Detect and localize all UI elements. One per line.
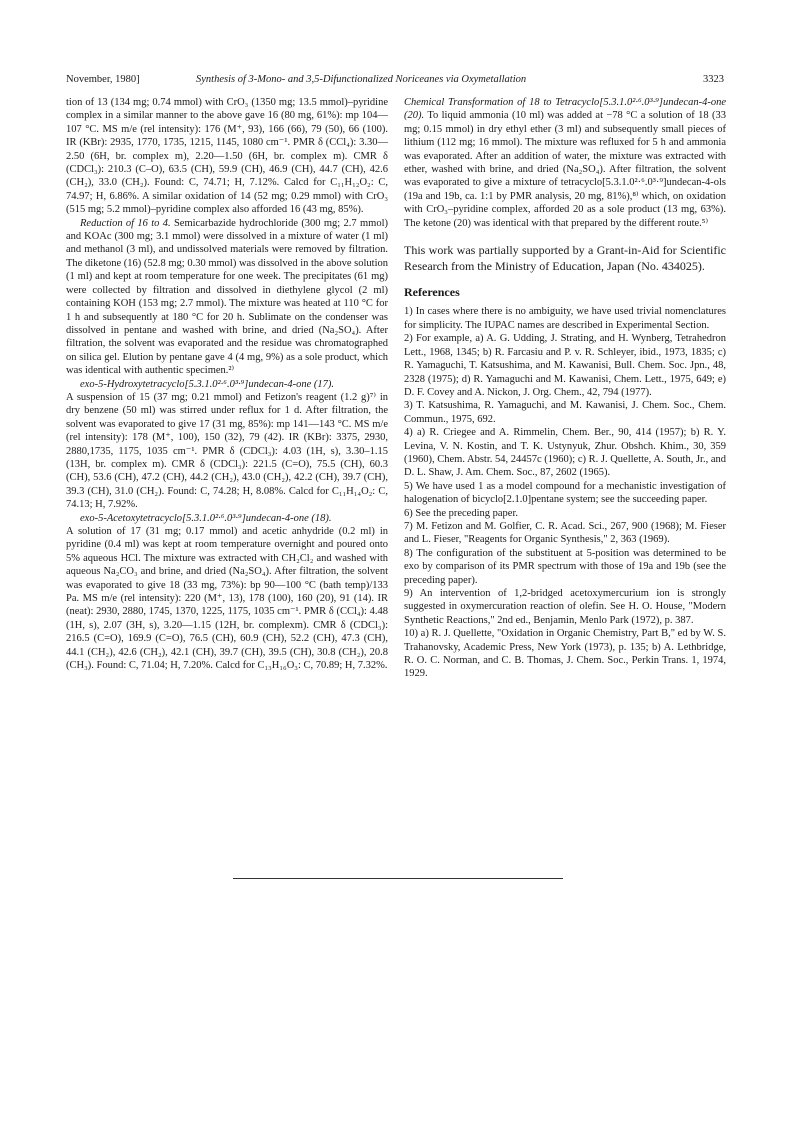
page-number: 3323	[703, 74, 724, 85]
subheading-transformation: Chemical Transformation of 18 to Tetracyclo[5.3.1.0²·⁶.0³·⁹]undecan-4-one (20).	[404, 97, 726, 122]
footer-rule	[233, 878, 563, 879]
left-column	[66, 96, 388, 672]
header-date: November, 1980]	[66, 74, 140, 85]
acknowledgement: This work was partially supported by a Grant-in-Aid for Scientific Research from the Ministry of Education, Japan (No. 434025).	[404, 243, 726, 274]
reference-item: 1) In cases where there is no ambiguity, we have used trivial nomenclatures for simplicity. The IUPAC names are described in Experimental Section.	[404, 306, 726, 331]
reference-item: 9) An intervention of 1,2-bridged acetoxymercurium ion is strongly suggested in oxymercuration reaction of olefin. See H. O. House, "Modern Synthetic Reactions," 2nd ed., Benjamin, Menlo Park (1972), p. 387.	[404, 588, 726, 626]
paragraph-transformation	[404, 96, 726, 230]
paragraph-reduction	[66, 217, 388, 378]
body-transformation: To liquid ammonia (10 ml) was added at −78 °C a solution of 18 (33 mg; 0.15 mmol) in dry ethyl ether (3 ml) and subsequently small pieces of lithium (112 mg; 16 mmol). The mixture was refluxed for 5 h and ammonia was evaporated. After an addition of water, the mixture was extracted with ether, washed with brine, and dried (Na₂SO₄). After filtration, the solvent was evaporated to give a mixture of tetracyclo[5.3.1.0²·⁶.0³·⁹]undecan-4-ols (19a and 19b, ca. 1:1 by PMR analysis, 20 mg, 81%),⁸⁾ which, on oxidation with CrO₃–pyridine complex, afforded 20 as a sole product (13 mg, 63%). The ketone (20) was identical with that prepared by the different route.⁵⁾	[404, 110, 726, 229]
reference-item: 3) T. Katsushima, R. Yamaguchi, and M. Kawanisi, J. Chem. Soc., Chem. Commun., 1975, 692.	[404, 400, 726, 425]
running-header	[66, 73, 724, 87]
reference-item: 10) a) R. J. Quellette, "Oxidation in Organic Chemistry, Part B," ed by W. S. Trahanovsky, Academic Press, New York (1973), p. 135; b) A. Lethbridge, R. O. C. Norman, and C. B. Thomas, J. Chem. Soc., Perkin Trans. 1, 1974, 1929.	[404, 628, 726, 680]
subheading-17-text: exo-5-Hydroxytetracyclo[5.3.1.0²·⁶.0³·⁹]undecan-4-one (17).	[80, 378, 335, 390]
reference-item: 6) See the preceding paper.	[404, 507, 518, 519]
subheading-compound-17	[66, 378, 388, 391]
reference-item: 4) a) R. Criegee and A. Rimmelin, Chem. Ber., 90, 414 (1957); b) R. Y. Levina, V. N. Kostin, and T. K. Ustynyuk, Zhur. Obshch. Khim., 30, 359 (1960), Chem. Abstr. 54, 24457c (1960); c) R. J. Quellette, A. South, Jr., and D. L. Shaw, J. Am. Chem. Soc., 87, 2602 (1965).	[404, 427, 726, 479]
subheading-compound-18	[66, 512, 388, 525]
right-column	[404, 96, 726, 681]
body-reduction: Semicarbazide hydrochloride (300 mg; 2.7 mmol) and KOAc (300 mg; 3.1 mmol) were dissolved in a mixture of water (1 ml) and methanol (3 ml), and undissolved materials were removed by filtration. The diketone (16) (52.8 mg; 0.30 mmol) was dissolved in the above solution (1 ml) and kept at room temperature for one week. The precipitates (61 mg) were collected by filtration and dissolved in diethylene glycol (2 ml) containing KOH (153 mg; 2.7 mmol). The mixture was heated at 110 °C for 1 h and subsequently at 180 °C for 20 h. Sublimate on the condenser was dissolved in pentane and washed with brine, and dried (Na₂SO₄). After filtration, the solvent was evaporated and the residue was chromatographed on silica gel. Elution by pentane gave 4 (4 mg, 9%) as a sole product, which was identical with authentic specimen.²⁾	[66, 217, 389, 377]
paragraph-compound-18: A solution of 17 (31 mg; 0.17 mmol) and acetic anhydride (0.2 ml) in pyridine (0.4 ml) was kept at room temperature overnight and poured onto 5% aqueous HCl. The mixture was extracted with CH₂Cl₂ and washed with aqueous Na₂CO₃ and brine, and dried (Na₂SO₄). After filtration, the solvent was evaporated to give 18 (33 mg, 73%): bp 90—100 °C (bath temp)/133 Pa. MS m/e (rel intensity): 220 (M⁺, 13), 178 (100), 160 (20), 91 (14). IR (neat): 2930, 2880, 1745, 1370, 1225, 1175, 1035 cm⁻¹. PMR δ (CCl₄): 4.48 (1H, s), 2.07 (3H, s), 3.20—1.15 (12H, br. complexm). CMR δ (CDCl₃): 216.5 (C=O), 169.9 (C=O), 76.5 (CH), 60.9 (CH), 52.2 (CH), 47.3 (CH), 44.1 (CH₂), 42.6 (CH₂), 42.1 (CH), 39.7 (CH), 39.5 (CH), 30.8 (CH₂), 20.8 (CH₃). Found: C, 71.04; H, 7.20%. Calcd for C₁₃H₁₆O₃: C, 70.89; H, 7.32%.	[66, 526, 388, 672]
subheading-reduction: Reduction of 16 to 4.	[80, 217, 171, 229]
reference-item: 2) For example, a) A. G. Udding, J. Strating, and H. Wynberg, Tetrahedron Lett., 1968, 1345; b) R. Farcasiu and P. v. R. Schleyer, ibid., 1973, 1835; c) R. Yamaguchi, T. Katsushima, and M. Kawanisi, Bull. Chem. Soc. Jpn., 48, 2328 (1975); d) R. Yamaguchi and M. Kawanisi, Chem. Lett., 1975, 649; e) D. F. Covey and A. Nickon, J. Org. Chem., 42, 794 (1977).	[404, 333, 726, 398]
reference-item: 7) M. Fetizon and M. Golfier, C. R. Acad. Sci., 267, 900 (1968); M. Fieser and L. Fieser, "Reagents for Organic Synthesis," 2, 363 (1969).	[404, 520, 726, 546]
subheading-18-text: exo-5-Acetoxytetracyclo[5.3.1.0²·⁶.0³·⁹]undecan-4-one (18).	[80, 512, 332, 524]
paragraph-oxidation-13: tion of 13 (134 mg; 0.74 mmol) with CrO₃ (1350 mg; 13.5 mmol)–pyridine complex in a similar manner to the above gave 16 (80 mg, 61%): mp 104—107 °C. MS m/e (rel intensity): 176 (M⁺, 93), 166 (66), 79 (50), 66 (100). IR (KBr): 2935, 1770, 1735, 1215, 1145, 1080 cm⁻¹. PMR δ (CCl₄): 3.30—2.50 (6H, br. complex m), 2.20—1.50 (6H, br. complex m). CMR δ (CDCl₃): 210.3 (C–O), 63.5 (CH), 59.9 (CH), 46.9 (CH), 44.7 (CH), 42.6 (CH₂), 33.0 (CH₂). Found: C, 74.71; H, 7.12%. Calcd for C₁₁H₁₂O₂: C, 74.97; H, 6.86%. A similar oxidation of 14 (52 mg; 0.29 mmol) with CrO₃ (515 mg; 5.2 mmol)–pyridine complex also afforded 16 (43 mg, 85%).	[66, 97, 388, 216]
reference-item: 8) The configuration of the substituent at 5-position was determined to be exo by comparison of its PMR spectrum with those of 19a and 19b (see the preceding paper).	[404, 547, 726, 586]
reference-item: 5) We have used 1 as a model compound for a mechanistic investigation of halogenation of bicyclo[2.1.0]pentane system; see the succeeding paper.	[404, 480, 726, 506]
paragraph-compound-17: A suspension of 15 (37 mg; 0.21 mmol) and Fetizon's reagent (1.2 g)⁷⁾ in dry benzene (50 ml) was stirred under reflux for 1 d. After filtration, the solvent was evaporated to give 17 (31 mg, 85%): mp 141—143 °C. MS m/e (rel intensity): 178 (M⁺, 100), 150 (32), 79 (42). IR (KBr): 3375, 2930, 2880,1735, 1175, 1035 cm⁻¹. PMR δ (CDCl₃): 4.03 (1H, s), 3.30–1.15 (13H, br. complex m). CMR δ (CDCl₃): 221.5 (C=O), 75.5 (CH), 60.3 (CH), 53.6 (CH), 47.2 (CH), 44.2 (CH₂), 43.0 (CH₂), 42.2 (CH), 39.7 (CH), 39.3 (CH), 31.0 (CH₂). Found: C, 74.28; H, 8.08%. Calcd for C₁₁H₁₄O₂: C, 74.13; H, 7.92%.	[66, 391, 388, 511]
header-title: Synthesis of 3-Mono- and 3,5-Difunctionalized Noriceanes via Oxymetallation	[196, 74, 527, 85]
references-heading: References	[404, 285, 460, 300]
